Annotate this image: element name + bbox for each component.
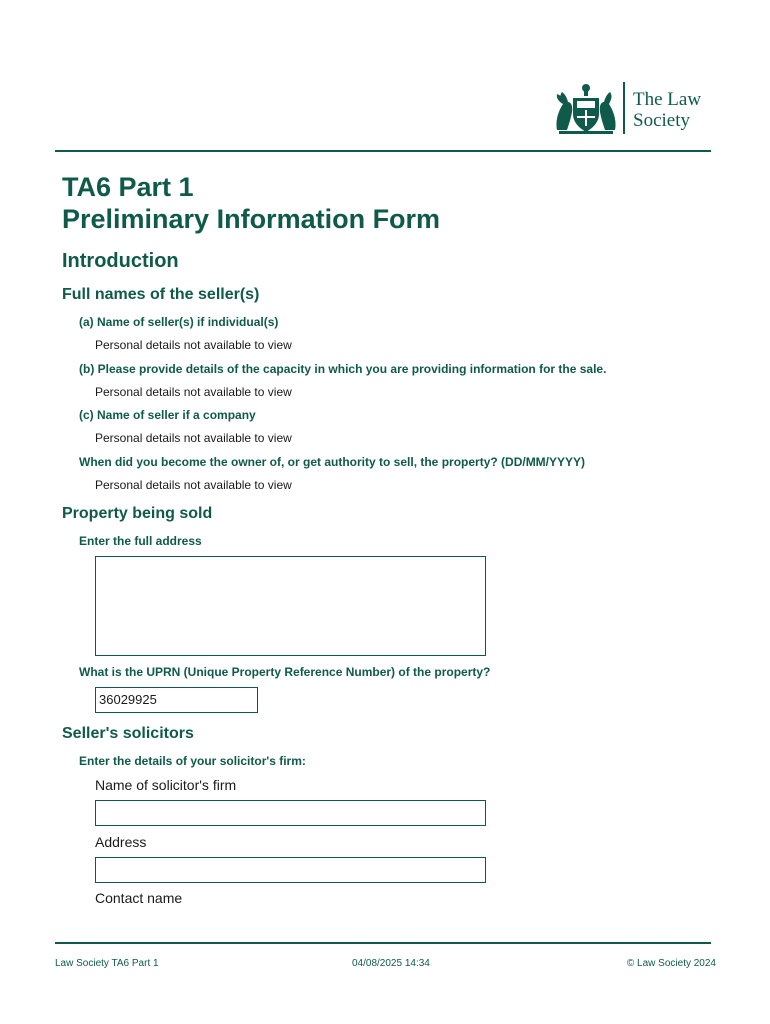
firm-name-field[interactable] — [95, 800, 486, 826]
question-seller-individual: (a) Name of seller(s) if individual(s) — [79, 315, 279, 329]
answer-capacity: Personal details not available to view — [95, 385, 292, 399]
solicitors-heading: Seller's solicitors — [62, 725, 194, 742]
uprn-field[interactable]: 36029925 — [95, 687, 258, 713]
footer-timestamp: 04/08/2025 14:34 — [352, 958, 430, 969]
coat-of-arms-icon — [553, 80, 619, 136]
answer-seller-individual: Personal details not available to view — [95, 338, 292, 352]
firm-name-label: Name of solicitor's firm — [95, 777, 237, 793]
introduction-heading: Introduction — [62, 250, 179, 272]
footer-copyright: © Law Society 2024 — [626, 958, 716, 969]
title-line-2: Preliminary Information Form — [62, 204, 441, 234]
solicitor-address-field[interactable] — [95, 857, 486, 883]
title-line-1: TA6 Part 1 — [62, 172, 194, 202]
header-divider — [55, 150, 711, 152]
law-society-logo — [553, 80, 713, 140]
logo-line-2: Society — [633, 110, 690, 131]
question-capacity: (b) Please provide details of the capacity in which you are providing information for the sale. — [79, 362, 607, 376]
footer-divider — [55, 942, 711, 944]
footer-form-name: Law Society TA6 Part 1 — [55, 958, 159, 969]
property-heading: Property being sold — [62, 505, 213, 522]
logo-line-1: The Law — [633, 89, 702, 110]
contact-name-label: Contact name — [95, 890, 183, 906]
property-address-field[interactable] — [95, 556, 486, 656]
page-title — [62, 171, 440, 235]
question-seller-company: (c) Name of seller if a company — [79, 408, 256, 422]
solicitor-address-label: Address — [95, 834, 147, 850]
solicitor-details-label: Enter the details of your solicitor's firm: — [79, 754, 306, 768]
answer-seller-company: Personal details not available to view — [95, 431, 292, 445]
logo-wordmark — [633, 89, 701, 131]
address-label: Enter the full address — [79, 534, 202, 548]
seller-names-heading: Full names of the seller(s) — [62, 286, 260, 303]
uprn-label: What is the UPRN (Unique Property Reference Number) of the property? — [79, 665, 491, 679]
answer-ownership-date: Personal details not available to view — [95, 478, 292, 492]
question-ownership-date: When did you become the owner of, or get authority to sell, the property? (DD/MM/YYYY) — [79, 455, 586, 469]
